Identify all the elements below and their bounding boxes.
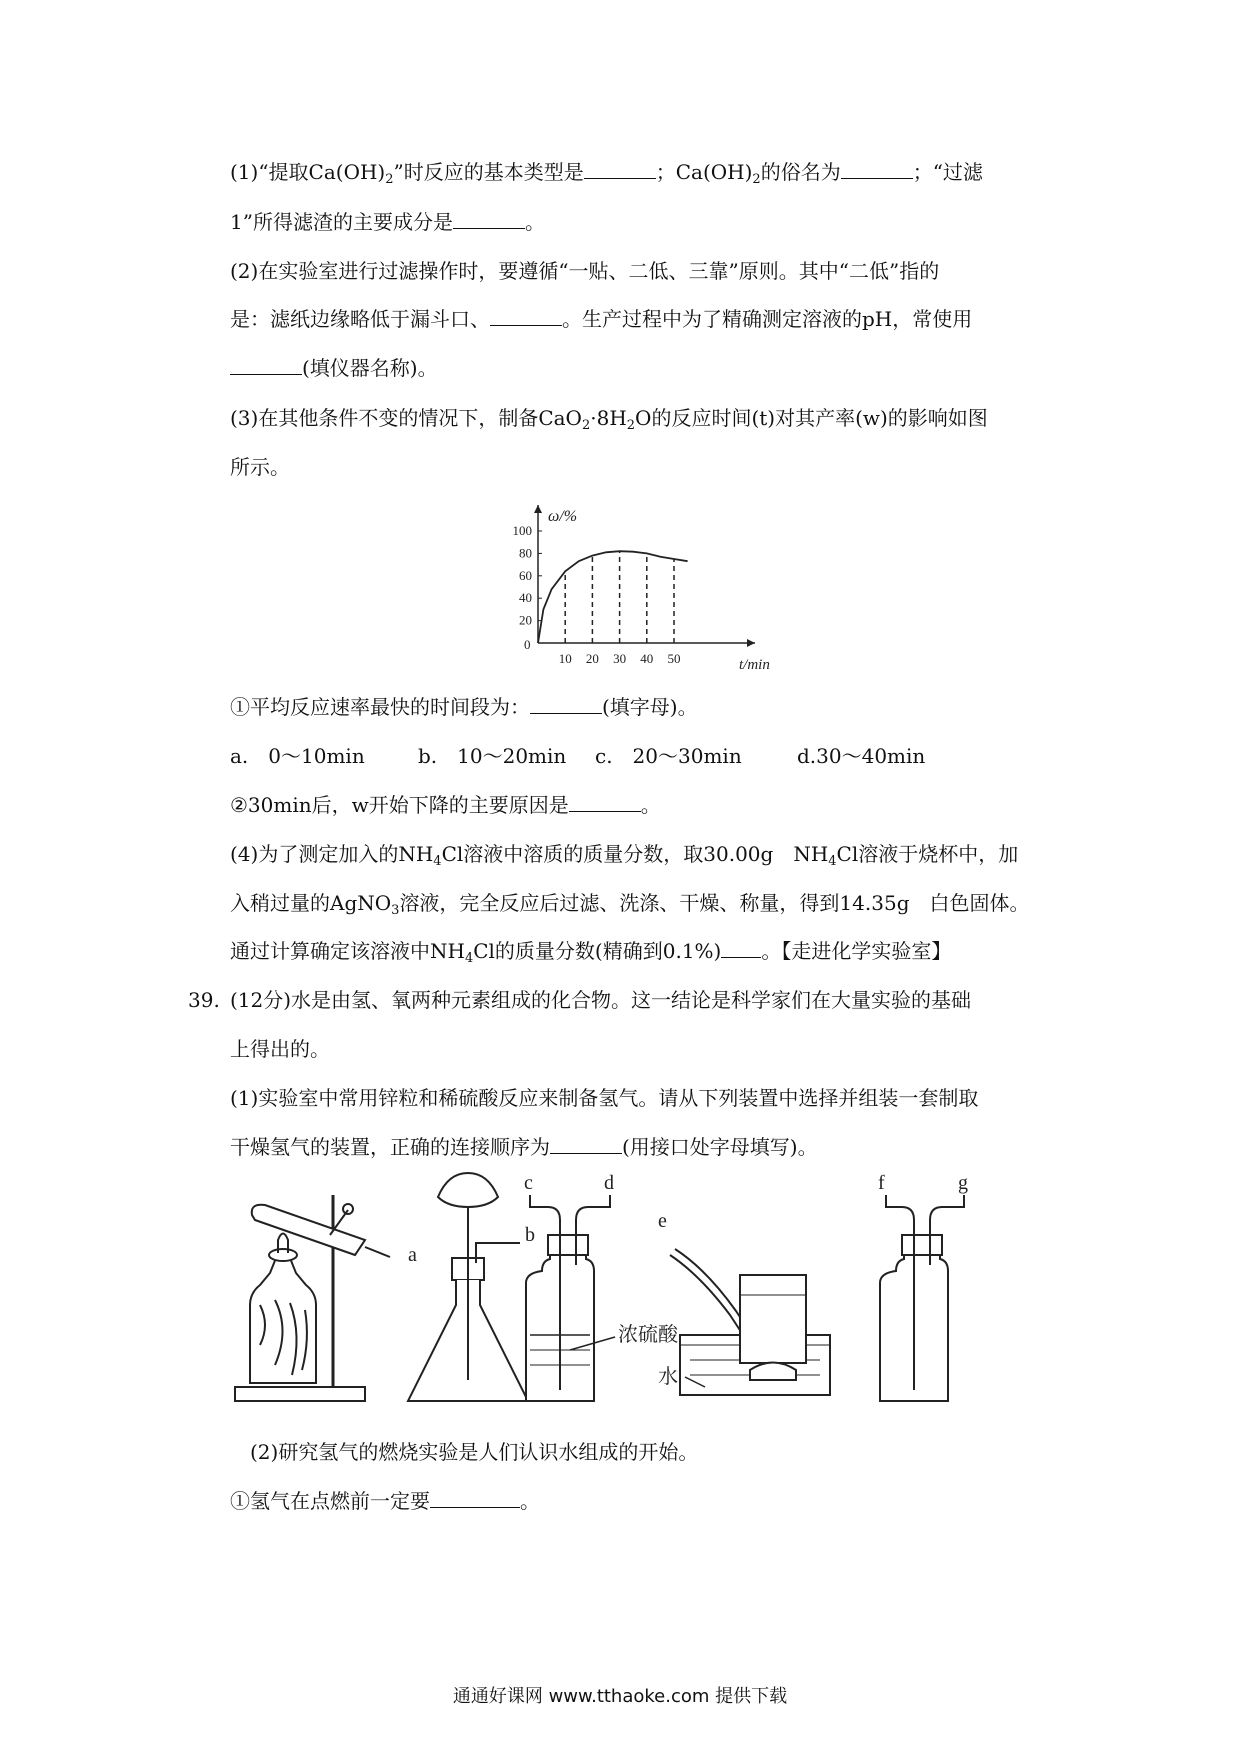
answer-blank[interactable]: [230, 356, 302, 375]
x-tick-label: 30: [613, 651, 627, 666]
answer-blank[interactable]: [721, 939, 761, 958]
label-acid: 浓硫酸: [618, 1324, 678, 1346]
option-a[interactable]: a. 0～10min: [230, 744, 365, 768]
y-tick-label: 60: [519, 567, 532, 583]
x-tick-label: 20: [585, 651, 599, 666]
q38-part1-line2: 1”所得滤渣的主要成分是 。: [230, 210, 545, 234]
y-tick-label: 40: [519, 590, 532, 606]
x-axis-arrow: [747, 639, 755, 647]
page-footer: 通通好课网 www.tthaoke.com 提供下载: [452, 1686, 788, 1707]
y-tick-label: 100: [512, 523, 532, 538]
q39-part1-line1: (1)实验室中常用锌粒和稀硫酸反应来制备氢气。请从下列装置中选择并组装一套制取: [230, 1086, 979, 1110]
q39-part2: (2)研究氢气的燃烧实验是人们认识水组成的开始。: [250, 1440, 699, 1464]
q38-sub1: ①平均反应速率最快的时间段为： (填字母)。: [230, 695, 698, 719]
apparatus-figure: [230, 1165, 1060, 1435]
heating-apparatus: [235, 1195, 417, 1401]
label-water: 水: [658, 1366, 678, 1388]
q39-number: 39.: [188, 988, 220, 1012]
y-axis-label: ω/%: [548, 508, 578, 525]
q38-part4-line3: 通过计算确定该溶液中$NH_4Cl$的质量分数(精确到0.1%) 。【走进化学实验室】: [230, 939, 952, 966]
q39-line2: 上得出的。: [230, 1037, 330, 1061]
label-e: e: [658, 1210, 667, 1232]
label-c: c: [524, 1172, 533, 1194]
x-tick-label: 40: [640, 651, 654, 666]
y-tick-label: 80: [519, 545, 532, 561]
y-axis-arrow: [534, 505, 542, 513]
yield-curve: [538, 551, 688, 643]
water-collection-apparatus: [658, 1210, 830, 1395]
y-tick-label: 20: [519, 612, 532, 628]
label-g: g: [958, 1172, 968, 1194]
answer-blank[interactable]: [430, 1489, 520, 1508]
q38-part3-line2: 所示。: [230, 455, 290, 479]
x-axis-label: t/min: [739, 657, 770, 670]
option-c[interactable]: c. 20～30min: [595, 744, 742, 768]
answer-blank[interactable]: [490, 307, 562, 326]
answer-blank[interactable]: [550, 1135, 622, 1154]
q38-part2-line3: (填仪器名称)。: [230, 354, 438, 382]
q39-part1-line2: 干燥氢气的装置，正确的连接顺序为 (用接口处字母填写)。: [230, 1135, 818, 1159]
conical-flask-apparatus: [408, 1173, 535, 1401]
answer-blank[interactable]: [453, 210, 525, 229]
wash-bottle-acid: [524, 1172, 679, 1401]
q38-part3-line1: (3)在其他条件不变的情况下，制备$CaO_2\cdot 8H_2O$的反应时间(t)对其产率(w)的影响如图: [230, 406, 988, 433]
x-tick-label: 50: [667, 651, 681, 666]
q39-sub1: ①氢气在点燃前一定要 。: [230, 1489, 540, 1513]
label-d: d: [604, 1172, 614, 1194]
label-b: b: [525, 1224, 535, 1246]
label-a: a: [408, 1244, 417, 1266]
q38-part2-line1: (2)在实验室进行过滤操作时，要遵循“一贴、二低、三靠”原则。其中“二低”指的: [230, 259, 940, 283]
answer-blank[interactable]: [584, 160, 656, 179]
empty-gas-bottle: [878, 1172, 968, 1401]
answer-blank[interactable]: [530, 695, 602, 714]
q38-part4-line2: 入稍过量的AgNO$_3$溶液，完全反应后过滤、洗涤、干燥、称量，得到14.35g 白色固体。: [230, 891, 1030, 918]
x-tick-label: 10: [558, 651, 572, 666]
q38-part2-line2: 是：滤纸边缘略低于漏斗口、 。生产过程中为了精确测定溶液的pH，常使用: [230, 307, 973, 331]
option-d[interactable]: d.30～40min: [797, 744, 926, 768]
q38-part4-line1: (4)为了测定加入的$NH_4Cl$溶液中溶质的质量分数，取30.00g $NH_4Cl$溶液于烧杯中，加: [230, 842, 1019, 869]
q38-part1-line1: (1)“提取$Ca(OH)_2$”时反应的基本类型是 ；$Ca(OH)_2$的俗名为 ；“过滤: [230, 160, 983, 187]
yield-vs-time-chart: [500, 495, 780, 670]
option-b[interactable]: b. 10～20min: [418, 744, 567, 768]
q38-sub2: ②30min后，w开始下降的主要原因是 。: [230, 793, 661, 817]
label-f: f: [878, 1172, 885, 1194]
answer-blank[interactable]: [569, 793, 641, 812]
answer-blank[interactable]: [841, 160, 913, 179]
origin-label: 0: [524, 637, 531, 652]
q39-line1: (12分)水是由氢、氧两种元素组成的化合物。这一结论是科学家们在大量实验的基础: [230, 988, 972, 1012]
